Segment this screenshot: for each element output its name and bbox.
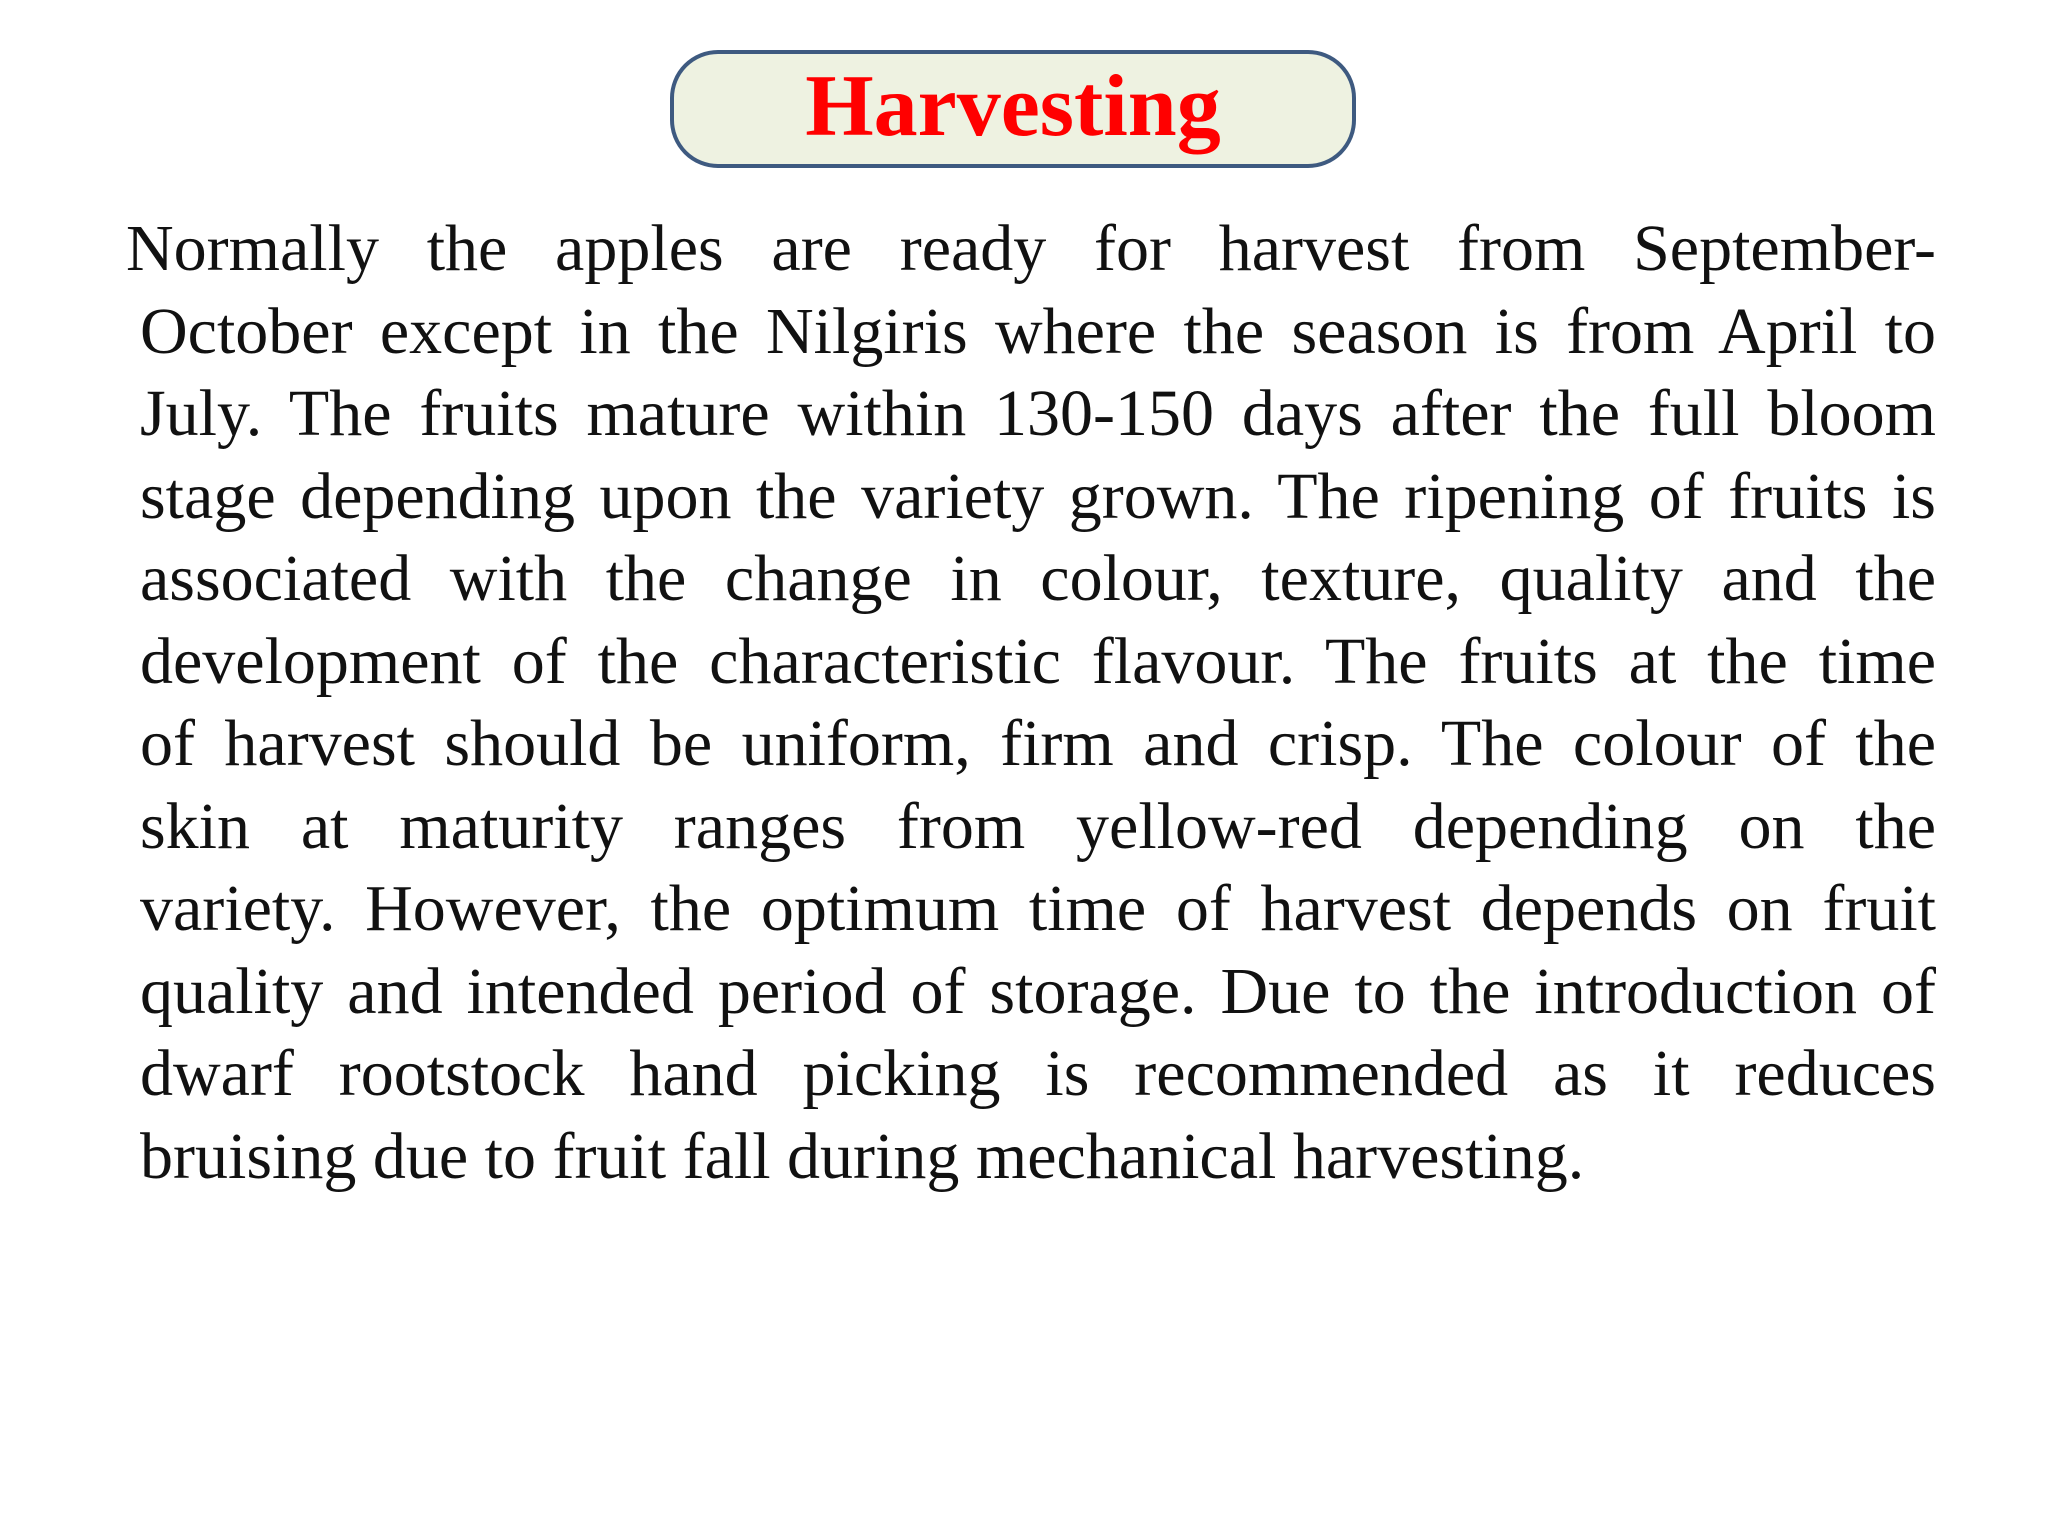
paragraph-line: dwarf rootstock hand picking is recommended as it reduces (140, 1037, 1936, 1110)
paragraph-line: stage depending upon the variety grown. The ripening of fruits is (140, 459, 1936, 533)
title-box (670, 50, 1356, 168)
paragraph-line: of harvest should be uniform, firm and crisp. The colour of the (140, 707, 1936, 780)
paragraph-line: quality and intended period of storage. Due to the introduction of (140, 954, 1936, 1028)
body-paragraph (126, 208, 1936, 1198)
paragraph-line: skin at maturity ranges from yellow-red depending on the (140, 789, 1936, 863)
paragraph-line: development of the characteristic flavour. The fruits at the time (140, 624, 1936, 698)
paragraph-line: associated with the change in colour, texture, quality and the (140, 542, 1936, 615)
paragraph-line: Normally the apples are ready for harvest from September- (126, 212, 1936, 285)
paragraph-line: variety. However, the optimum time of harvest depends on fruit (140, 872, 1936, 945)
paragraph-line: bruising due to fruit fall during mechanical harvesting. (140, 1119, 1585, 1193)
slide-title: Harvesting (805, 58, 1221, 155)
paragraph-line: October except in the Nilgiris where the season is from April to (140, 294, 1936, 368)
paragraph-line: July. The fruits mature within 130-150 days after the full bloom (140, 377, 1936, 450)
